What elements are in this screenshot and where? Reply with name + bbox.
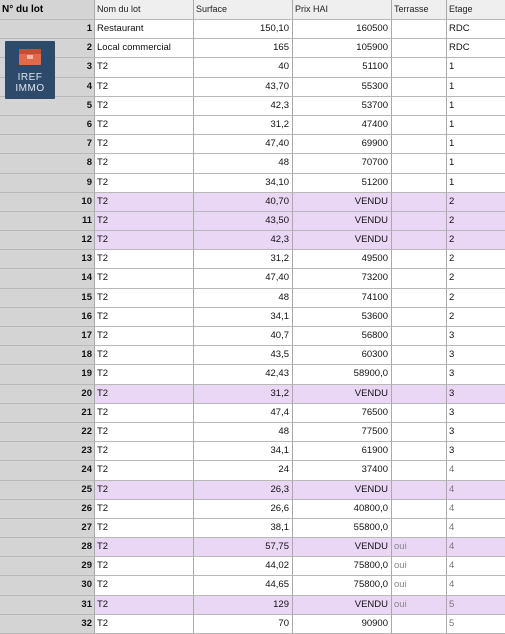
cell-lot-number[interactable]: 5	[0, 97, 95, 116]
cell-nom[interactable]: T2	[95, 500, 194, 519]
cell-nom[interactable]: T2	[95, 481, 194, 500]
cell-etage[interactable]: 4	[447, 538, 505, 557]
cell-prix[interactable]: 51200	[293, 174, 392, 193]
cell-terrasse[interactable]	[392, 20, 447, 39]
cell-terrasse[interactable]	[392, 78, 447, 97]
cell-etage[interactable]: 4	[447, 519, 505, 538]
cell-lot-number[interactable]: 28	[0, 538, 95, 557]
cell-etage[interactable]: 2	[447, 212, 505, 231]
cell-etage[interactable]: 3	[447, 423, 505, 442]
cell-lot-number[interactable]: 19	[0, 365, 95, 384]
table-row	[0, 250, 505, 269]
cell-prix[interactable]: 73200	[293, 269, 392, 288]
cell-terrasse[interactable]	[392, 58, 447, 77]
cell-lot-number[interactable]: 22	[0, 423, 95, 442]
cell-nom[interactable]: T2	[95, 519, 194, 538]
table-row	[0, 39, 505, 58]
cell-surface[interactable]: 38,1	[194, 519, 293, 538]
table-row	[0, 58, 505, 77]
cell-nom[interactable]: T2	[95, 404, 194, 423]
cell-lot-number[interactable]: 12	[0, 231, 95, 250]
cell-nom[interactable]: T2	[95, 289, 194, 308]
cell-prix[interactable]: 56800	[293, 327, 392, 346]
cell-terrasse[interactable]	[392, 250, 447, 269]
cell-etage[interactable]: 2	[447, 231, 505, 250]
cell-terrasse[interactable]	[392, 365, 447, 384]
cell-lot-number[interactable]: 11	[0, 212, 95, 231]
cell-terrasse[interactable]	[392, 461, 447, 480]
cell-surface[interactable]: 40	[194, 58, 293, 77]
cell-lot-number[interactable]: 20	[0, 385, 95, 404]
cell-terrasse[interactable]	[392, 116, 447, 135]
cell-surface[interactable]: 34,1	[194, 442, 293, 461]
cell-prix[interactable]: VENDU	[293, 481, 392, 500]
cell-etage[interactable]: 1	[447, 174, 505, 193]
cell-nom[interactable]: T2	[95, 116, 194, 135]
cell-nom[interactable]: T2	[95, 596, 194, 615]
header-prix[interactable]: Prix HAI	[293, 0, 392, 20]
cell-nom[interactable]: T2	[95, 538, 194, 557]
cell-terrasse[interactable]	[392, 212, 447, 231]
table-row	[0, 154, 505, 173]
table-row	[0, 615, 505, 634]
cell-prix[interactable]: 90900	[293, 615, 392, 634]
cell-surface[interactable]: 44,02	[194, 557, 293, 576]
cell-lot-number[interactable]: 30	[0, 576, 95, 595]
cell-lot-number[interactable]: 7	[0, 135, 95, 154]
cell-surface[interactable]: 44,65	[194, 576, 293, 595]
cell-terrasse[interactable]	[392, 500, 447, 519]
cell-terrasse[interactable]	[392, 404, 447, 423]
cell-etage[interactable]: RDC	[447, 20, 505, 39]
table-row	[0, 269, 505, 288]
cell-surface[interactable]: 31,2	[194, 250, 293, 269]
cell-terrasse[interactable]	[392, 135, 447, 154]
cell-terrasse[interactable]	[392, 193, 447, 212]
cell-lot-number[interactable]: 25	[0, 481, 95, 500]
cell-terrasse[interactable]	[392, 289, 447, 308]
table-row	[0, 97, 505, 116]
cell-surface[interactable]: 31,2	[194, 116, 293, 135]
table-row	[0, 231, 505, 250]
cell-etage[interactable]: 2	[447, 193, 505, 212]
cell-prix[interactable]: 37400	[293, 461, 392, 480]
cell-nom[interactable]: T2	[95, 97, 194, 116]
table-row	[0, 385, 505, 404]
header-surface[interactable]: Surface	[194, 0, 293, 20]
cell-terrasse[interactable]	[392, 231, 447, 250]
cell-terrasse[interactable]: oui	[392, 576, 447, 595]
cell-surface[interactable]: 150,10	[194, 20, 293, 39]
table-row	[0, 538, 505, 557]
table-row	[0, 481, 505, 500]
cell-prix[interactable]: VENDU	[293, 596, 392, 615]
cell-surface[interactable]: 34,10	[194, 174, 293, 193]
cell-etage[interactable]: 3	[447, 404, 505, 423]
cell-prix[interactable]: 76500	[293, 404, 392, 423]
cell-surface[interactable]: 47,40	[194, 269, 293, 288]
cell-nom[interactable]: T2	[95, 442, 194, 461]
cell-prix[interactable]: 105900	[293, 39, 392, 58]
table-row	[0, 308, 505, 327]
cell-prix[interactable]: VENDU	[293, 231, 392, 250]
logo-text-line1: IREF	[17, 72, 43, 83]
logo-text-line2: IMMO	[15, 83, 45, 94]
cell-terrasse[interactable]	[392, 154, 447, 173]
cell-surface[interactable]: 42,3	[194, 97, 293, 116]
table-row	[0, 212, 505, 231]
cell-etage[interactable]: 3	[447, 442, 505, 461]
cell-lot-number[interactable]: 29	[0, 557, 95, 576]
cell-terrasse[interactable]	[392, 346, 447, 365]
cell-nom[interactable]: T2	[95, 346, 194, 365]
cell-surface[interactable]: 31,2	[194, 385, 293, 404]
cell-terrasse[interactable]	[392, 481, 447, 500]
cell-prix[interactable]: 75800,0	[293, 557, 392, 576]
cell-etage[interactable]: 1	[447, 116, 505, 135]
cell-nom[interactable]: T2	[95, 154, 194, 173]
table-row	[0, 423, 505, 442]
cell-lot-number[interactable]: 23	[0, 442, 95, 461]
table-row	[0, 116, 505, 135]
cell-etage[interactable]: 4	[447, 576, 505, 595]
cell-terrasse[interactable]: oui	[392, 557, 447, 576]
table-row	[0, 346, 505, 365]
cell-prix[interactable]: VENDU	[293, 538, 392, 557]
cell-lot-number[interactable]: 1	[0, 20, 95, 39]
cell-etage[interactable]: 4	[447, 481, 505, 500]
cell-nom[interactable]: T2	[95, 250, 194, 269]
cell-etage[interactable]: RDC	[447, 39, 505, 58]
cell-prix[interactable]: 47400	[293, 116, 392, 135]
cell-surface[interactable]: 42,43	[194, 365, 293, 384]
cell-prix[interactable]: VENDU	[293, 212, 392, 231]
cell-terrasse[interactable]	[392, 327, 447, 346]
table-row	[0, 519, 505, 538]
header-row	[0, 0, 505, 20]
cell-prix[interactable]: 69900	[293, 135, 392, 154]
iref-immo-logo	[5, 41, 55, 99]
cell-surface[interactable]: 48	[194, 154, 293, 173]
table-row	[0, 596, 505, 615]
table-body	[0, 20, 505, 634]
cell-nom[interactable]: T2	[95, 231, 194, 250]
cell-lot-number[interactable]: 32	[0, 615, 95, 634]
cell-nom[interactable]: T2	[95, 174, 194, 193]
cell-etage[interactable]: 1	[447, 135, 505, 154]
cell-lot-number[interactable]: 17	[0, 327, 95, 346]
cell-surface[interactable]: 48	[194, 423, 293, 442]
cell-prix[interactable]: 53600	[293, 308, 392, 327]
logo-icon	[18, 48, 42, 66]
cell-terrasse[interactable]	[392, 39, 447, 58]
cell-etage[interactable]: 1	[447, 97, 505, 116]
cell-lot-number[interactable]: 9	[0, 174, 95, 193]
table-row	[0, 500, 505, 519]
cell-lot-number[interactable]: 26	[0, 500, 95, 519]
cell-nom[interactable]: Restaurant	[95, 20, 194, 39]
cell-lot-number[interactable]: 18	[0, 346, 95, 365]
cell-prix[interactable]: 61900	[293, 442, 392, 461]
cell-nom[interactable]: T2	[95, 461, 194, 480]
cell-etage[interactable]: 3	[447, 365, 505, 384]
cell-etage[interactable]: 3	[447, 327, 505, 346]
header-etage[interactable]: Etage	[447, 0, 505, 20]
cell-surface[interactable]: 129	[194, 596, 293, 615]
cell-nom[interactable]: T2	[95, 385, 194, 404]
table-row	[0, 404, 505, 423]
cell-prix[interactable]: VENDU	[293, 193, 392, 212]
cell-terrasse[interactable]: oui	[392, 538, 447, 557]
cell-terrasse[interactable]	[392, 269, 447, 288]
cell-prix[interactable]: 49500	[293, 250, 392, 269]
cell-terrasse[interactable]	[392, 442, 447, 461]
cell-terrasse[interactable]: oui	[392, 596, 447, 615]
cell-surface[interactable]: 43,50	[194, 212, 293, 231]
cell-lot-number[interactable]: 21	[0, 404, 95, 423]
cell-lot-number[interactable]: 27	[0, 519, 95, 538]
cell-etage[interactable]: 2	[447, 289, 505, 308]
cell-nom[interactable]: T2	[95, 78, 194, 97]
cell-etage[interactable]: 4	[447, 557, 505, 576]
cell-lot-number[interactable]: 2	[0, 39, 95, 58]
cell-nom[interactable]: T2	[95, 308, 194, 327]
cell-prix[interactable]: 60300	[293, 346, 392, 365]
cell-etage[interactable]: 5	[447, 596, 505, 615]
cell-surface[interactable]: 43,5	[194, 346, 293, 365]
cell-surface[interactable]: 34,1	[194, 308, 293, 327]
cell-etage[interactable]: 1	[447, 154, 505, 173]
cell-etage[interactable]: 4	[447, 461, 505, 480]
cell-nom[interactable]: T2	[95, 212, 194, 231]
cell-prix[interactable]: VENDU	[293, 385, 392, 404]
cell-etage[interactable]: 2	[447, 308, 505, 327]
cell-lot-number[interactable]: 6	[0, 116, 95, 135]
cell-lot-number[interactable]: 10	[0, 193, 95, 212]
cell-surface[interactable]: 40,70	[194, 193, 293, 212]
cell-nom[interactable]: T2	[95, 557, 194, 576]
cell-nom[interactable]: T2	[95, 58, 194, 77]
cell-prix[interactable]: 75800,0	[293, 576, 392, 595]
header-terrasse[interactable]: Terrasse	[392, 0, 447, 20]
cell-nom[interactable]: T2	[95, 365, 194, 384]
cell-etage[interactable]: 3	[447, 346, 505, 365]
cell-nom[interactable]: T2	[95, 135, 194, 154]
cell-prix[interactable]: 70700	[293, 154, 392, 173]
cell-nom[interactable]: T2	[95, 269, 194, 288]
table-row	[0, 193, 505, 212]
cell-lot-number[interactable]: 14	[0, 269, 95, 288]
cell-lot-number[interactable]: 15	[0, 289, 95, 308]
table-row	[0, 557, 505, 576]
cell-surface[interactable]: 47,40	[194, 135, 293, 154]
cell-lot-number[interactable]: 13	[0, 250, 95, 269]
cell-terrasse[interactable]	[392, 308, 447, 327]
cell-prix[interactable]: 40800,0	[293, 500, 392, 519]
cell-prix[interactable]: 55300	[293, 78, 392, 97]
cell-surface[interactable]: 42,3	[194, 231, 293, 250]
table-row	[0, 135, 505, 154]
table-row	[0, 365, 505, 384]
cell-terrasse[interactable]	[392, 519, 447, 538]
header-lot[interactable]: N° du lot	[0, 0, 95, 20]
cell-surface[interactable]: 47,4	[194, 404, 293, 423]
cell-prix[interactable]: 55800,0	[293, 519, 392, 538]
cell-lot-number[interactable]: 4	[0, 78, 95, 97]
cell-terrasse[interactable]	[392, 615, 447, 634]
cell-prix[interactable]: 160500	[293, 20, 392, 39]
table-row	[0, 461, 505, 480]
table-row	[0, 289, 505, 308]
cell-nom[interactable]: T2	[95, 423, 194, 442]
table-row	[0, 78, 505, 97]
cell-prix[interactable]: 74100	[293, 289, 392, 308]
table-row	[0, 327, 505, 346]
cell-etage[interactable]: 4	[447, 500, 505, 519]
cell-surface[interactable]: 70	[194, 615, 293, 634]
cell-nom[interactable]: Local commercial	[95, 39, 194, 58]
table-row	[0, 442, 505, 461]
cell-surface[interactable]: 165	[194, 39, 293, 58]
cell-etage[interactable]: 5	[447, 615, 505, 634]
header-nom[interactable]: Nom du lot	[95, 0, 194, 20]
cell-nom[interactable]: T2	[95, 193, 194, 212]
cell-surface[interactable]: 48	[194, 289, 293, 308]
cell-prix[interactable]: 77500	[293, 423, 392, 442]
cell-lot-number[interactable]: 24	[0, 461, 95, 480]
cell-terrasse[interactable]	[392, 423, 447, 442]
cell-lot-number[interactable]: 16	[0, 308, 95, 327]
cell-lot-number[interactable]: 3	[0, 58, 95, 77]
cell-etage[interactable]: 2	[447, 250, 505, 269]
cell-surface[interactable]: 26,3	[194, 481, 293, 500]
table-row	[0, 174, 505, 193]
cell-surface[interactable]: 40,7	[194, 327, 293, 346]
cell-terrasse[interactable]	[392, 174, 447, 193]
cell-surface[interactable]: 57,75	[194, 538, 293, 557]
cell-nom[interactable]: T2	[95, 615, 194, 634]
cell-etage[interactable]: 2	[447, 269, 505, 288]
table-row	[0, 576, 505, 595]
cell-prix[interactable]: 53700	[293, 97, 392, 116]
cell-prix[interactable]: 51100	[293, 58, 392, 77]
cell-lot-number[interactable]: 31	[0, 596, 95, 615]
table-row	[0, 20, 505, 39]
cell-surface[interactable]: 43,70	[194, 78, 293, 97]
cell-etage[interactable]: 3	[447, 385, 505, 404]
cell-etage[interactable]: 1	[447, 78, 505, 97]
cell-terrasse[interactable]	[392, 97, 447, 116]
cell-lot-number[interactable]: 8	[0, 154, 95, 173]
cell-terrasse[interactable]	[392, 385, 447, 404]
cell-etage[interactable]: 1	[447, 58, 505, 77]
cell-surface[interactable]: 24	[194, 461, 293, 480]
cell-nom[interactable]: T2	[95, 327, 194, 346]
cell-surface[interactable]: 26,6	[194, 500, 293, 519]
cell-prix[interactable]: 58900,0	[293, 365, 392, 384]
cell-nom[interactable]: T2	[95, 576, 194, 595]
